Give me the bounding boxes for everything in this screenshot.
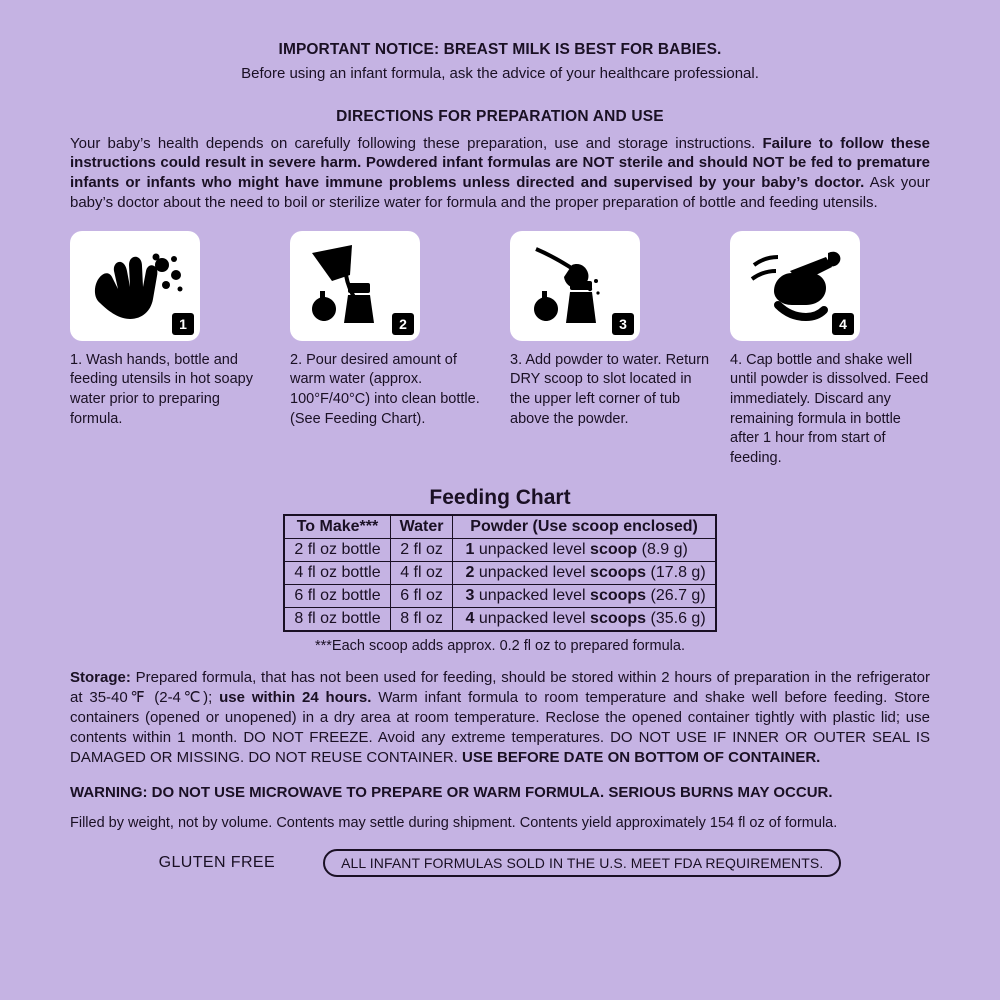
step-1 bbox=[70, 231, 270, 468]
cell-to-make: 8 fl oz bottle bbox=[284, 608, 390, 632]
pouring-water-icon bbox=[290, 231, 420, 341]
step-3 bbox=[510, 231, 710, 468]
microwave-warning: WARNING: DO NOT USE MICROWAVE TO PREPARE OR WARM FORMULA. SERIOUS BURNS MAY OCCUR. bbox=[70, 783, 833, 801]
powder-weight: (35.6 g) bbox=[650, 610, 706, 628]
cell-to-make: 4 fl oz bottle bbox=[284, 562, 390, 585]
cell-water: 6 fl oz bbox=[390, 585, 453, 608]
cell-to-make: 2 fl oz bottle bbox=[284, 539, 390, 562]
table-row bbox=[284, 562, 715, 585]
powder-text: unpacked level bbox=[478, 587, 586, 605]
step-number-badge: 2 bbox=[392, 313, 414, 335]
step-text: 3. Add powder to water. Return DRY scoop to slot located in the upper left corner of tub above the powder. bbox=[510, 351, 710, 427]
directions-heading: DIRECTIONS FOR PREPARATION AND USE bbox=[336, 107, 664, 125]
storage-paragraph bbox=[70, 668, 930, 768]
notice-title: IMPORTANT NOTICE: BREAST MILK IS BEST FOR BABIES. bbox=[278, 41, 722, 58]
notice-subtitle: Before using an infant formula, ask the advice of your healthcare professional. bbox=[241, 65, 759, 83]
storage-bold2: USE BEFORE DATE ON BOTTOM OF CONTAINER. bbox=[462, 748, 821, 766]
step-text: 1. Wash hands, bottle and feeding utensils in hot soapy water prior to preparing formula. bbox=[70, 351, 253, 427]
column-header-water: Water bbox=[390, 515, 453, 539]
powder-unit: scoops bbox=[590, 587, 647, 605]
column-header-powder: Powder (Use scoop enclosed) bbox=[453, 515, 716, 539]
cell-powder bbox=[453, 562, 716, 585]
shaking-bottle-icon bbox=[730, 231, 860, 341]
powder-unit: scoops bbox=[590, 564, 647, 582]
step-4 bbox=[730, 231, 930, 468]
cell-powder bbox=[453, 539, 716, 562]
powder-weight: (26.7 g) bbox=[650, 587, 706, 605]
powder-count: 3 bbox=[465, 587, 475, 605]
cell-water: 8 fl oz bbox=[390, 608, 453, 632]
directions-body bbox=[70, 134, 930, 213]
directions-body-part1: Your baby’s health depends on carefully following these preparation, use and storage instructions. bbox=[70, 134, 763, 152]
powder-unit: scoops bbox=[590, 610, 647, 628]
gluten-free-claim: GLUTEN FREE bbox=[158, 853, 276, 871]
filled-by-weight-note: Filled by weight, not by volume. Contents may settle during shipment. Contents yield approximately 154 fl oz of formula. bbox=[70, 814, 838, 831]
column-header-to-make: To Make*** bbox=[284, 515, 390, 539]
cell-powder bbox=[453, 585, 716, 608]
feeding-chart-title: Feeding Chart bbox=[429, 486, 571, 510]
feeding-chart-wrapper bbox=[70, 514, 930, 632]
fda-requirements-badge: ALL INFANT FORMULAS SOLD IN THE U.S. MEET FDA REQUIREMENTS. bbox=[323, 849, 841, 877]
step-text: 4. Cap bottle and shake well until powder is dissolved. Feed immediately. Discard any remaining formula in bottle after 1 hour from start of feeding. bbox=[730, 351, 929, 466]
powder-count: 4 bbox=[465, 610, 475, 628]
directions-body-part2: Ask your baby’s doctor about the need to boil or sterilize water for formula and the proper preparation of bottle and feeding utensils. bbox=[70, 174, 930, 212]
powder-text: unpacked level bbox=[478, 541, 586, 559]
storage-text1: Prepared formula, that has not been used for feeding, should be stored within 2 hours of preparation in the refrigerator at 35-40℉ (2-4℃); bbox=[70, 669, 930, 707]
cell-to-make: 6 fl oz bottle bbox=[284, 585, 390, 608]
table-row bbox=[284, 608, 715, 632]
powder-weight: (8.9 g) bbox=[641, 541, 688, 559]
label-footer bbox=[70, 849, 930, 877]
powder-count: 1 bbox=[465, 541, 475, 559]
powder-text: unpacked level bbox=[478, 610, 586, 628]
step-number-badge: 1 bbox=[172, 313, 194, 335]
feeding-chart-table bbox=[283, 514, 716, 632]
step-text: 2. Pour desired amount of warm water (approx. 100°F/40°C) into clean bottle. (See Feeding Chart). bbox=[290, 351, 480, 427]
important-notice bbox=[70, 40, 930, 84]
table-row bbox=[284, 539, 715, 562]
powder-unit: scoop bbox=[590, 541, 638, 559]
step-2 bbox=[290, 231, 490, 468]
table-row bbox=[284, 585, 715, 608]
feeding-chart-footnote: ***Each scoop adds approx. 0.2 fl oz to prepared formula. bbox=[315, 638, 685, 655]
storage-text2: Warm infant formula to room temperature and shake well before feeding. Store containers (opened or unopened) in a dry area at room temperature. Reclose the opened container tightly with plastic lid; use contents within 1 month. DO NOT FREEZE. Avoid any extreme temperatures. DO NOT USE IF INNER OR OUTER SEAL IS DAMAGED OR MISSING. DO NOT REUSE CONTAINER. bbox=[70, 689, 930, 766]
powder-text: unpacked level bbox=[478, 564, 586, 582]
preparation-steps bbox=[70, 231, 930, 468]
powder-weight: (17.8 g) bbox=[650, 564, 706, 582]
cell-powder bbox=[453, 608, 716, 632]
table-header-row bbox=[284, 515, 715, 539]
cell-water: 2 fl oz bbox=[390, 539, 453, 562]
step-number-badge: 3 bbox=[612, 313, 634, 335]
directions-body-bold: Failure to follow these instructions could result in severe harm. Powdered infant formulas are NOT sterile and should NOT be fed to premature infants or infants who might have immune problems unless directed and supervised by your baby’s doctor. bbox=[70, 134, 930, 192]
adding-powder-scoop-icon bbox=[510, 231, 640, 341]
cell-water: 4 fl oz bbox=[390, 562, 453, 585]
storage-bold1: use within 24 hours. bbox=[219, 689, 372, 707]
powder-count: 2 bbox=[465, 564, 475, 582]
step-number-badge: 4 bbox=[832, 313, 854, 335]
storage-label: Storage: bbox=[70, 669, 131, 687]
washing-hands-icon bbox=[70, 231, 200, 341]
